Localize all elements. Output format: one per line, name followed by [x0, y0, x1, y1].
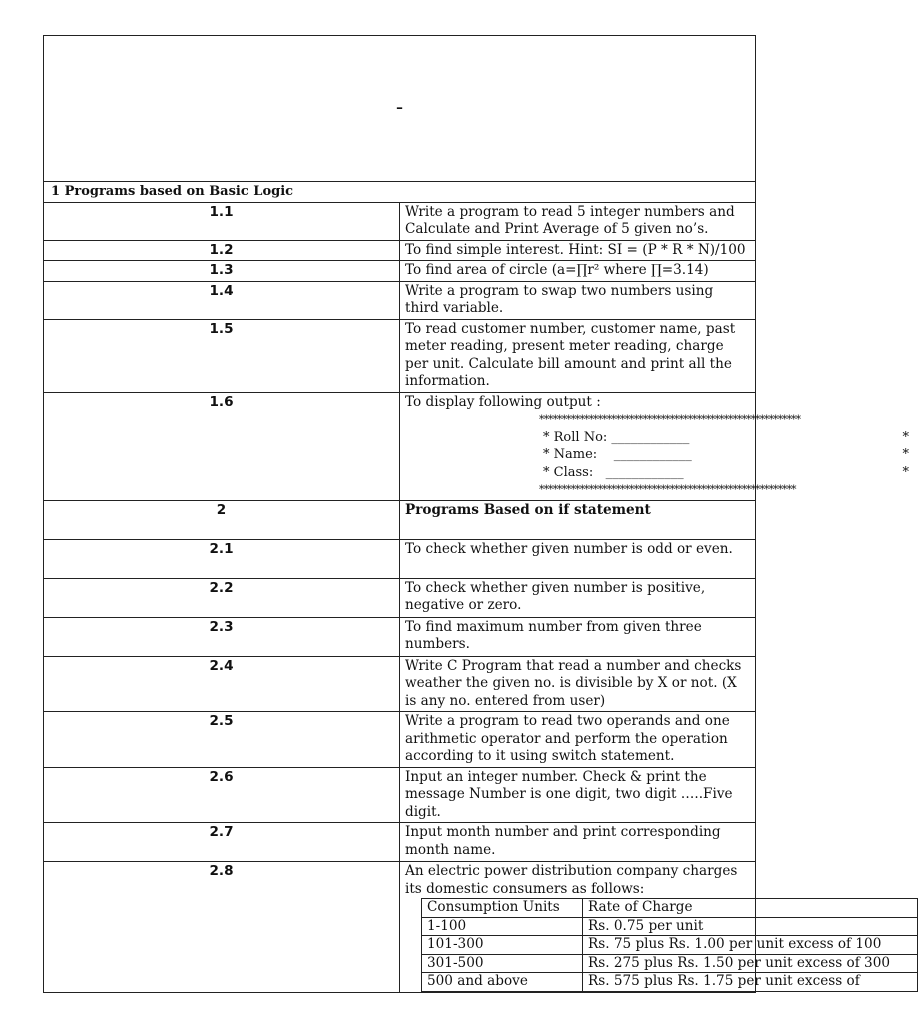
item-number: 2.8 — [44, 862, 400, 993]
charge-units: 500 and above — [422, 973, 583, 992]
pattern-stars-top: ********************************************************** — [539, 413, 800, 426]
pattern-name: * Name: ____________ — [543, 447, 692, 462]
header-row — [44, 36, 756, 182]
table-row — [44, 319, 756, 392]
charge-header-units: Consumption Units — [422, 899, 583, 918]
table-row — [44, 862, 756, 993]
charge-row — [422, 936, 918, 955]
pattern-end: * — [902, 429, 909, 445]
item-text: Input an integer number. Check & print the message Number is one digit, two digit …..Five digit. — [400, 767, 756, 823]
item-cell-charges — [400, 862, 890, 993]
pattern-class-line — [539, 464, 909, 482]
table-row — [44, 656, 756, 712]
charge-units: 1-100 — [422, 917, 583, 936]
charge-rate: Rs. 575 plus Rs. 1.75 per unit excess of — [583, 973, 918, 992]
table-row — [44, 261, 756, 282]
pattern-name-line — [539, 446, 909, 464]
pattern-stars-bottom: ********************************************************* — [539, 483, 796, 496]
table-row — [44, 240, 756, 261]
table-row — [44, 712, 756, 768]
section-2-number: 2 — [44, 500, 400, 539]
item-number: 2.7 — [44, 823, 400, 862]
table-row — [44, 392, 756, 500]
item-number: 1.4 — [44, 281, 400, 319]
item-text: Write a program to read two operands and one arithmetic operator and perform the operation according to it using switch statement. — [400, 712, 756, 768]
output-pattern — [405, 411, 909, 499]
item-number: 1.5 — [44, 319, 400, 392]
item-text: Input month number and print corresponding month name. — [400, 823, 756, 862]
item-text: Write C Program that read a number and checks weather the given no. is divisible by X or not. (X is any no. entered from user) — [400, 656, 756, 712]
item-number: 2.4 — [44, 656, 400, 712]
program-list-table — [43, 35, 909, 993]
table-row — [44, 578, 756, 617]
charge-row — [422, 917, 918, 936]
table-row — [44, 823, 756, 862]
table-row — [44, 539, 756, 578]
charge-rate: Rs. 75 plus Rs. 1.00 per unit excess of 100 — [583, 936, 918, 955]
item-text: To find area of circle (a=∏r² where ∏=3.14) — [400, 261, 756, 282]
table-row — [44, 767, 756, 823]
item-number: 2.6 — [44, 767, 400, 823]
item-text: To read customer number, customer name, past meter reading, present meter reading, charge per unit. Calculate bill amount and print all the information. — [400, 319, 756, 392]
item-text: To find maximum number from given three numbers. — [400, 617, 756, 656]
item-text: To check whether given number is odd or even. — [400, 539, 756, 578]
pattern-end: * — [902, 464, 909, 480]
item-number: 1.1 — [44, 202, 400, 240]
item-text: To display following output : — [405, 393, 601, 410]
charge-header-row — [422, 899, 918, 918]
charge-row — [422, 973, 918, 992]
charge-table — [421, 898, 918, 992]
item-number: 2.3 — [44, 617, 400, 656]
charge-units: 301-500 — [422, 954, 583, 973]
pattern-roll: * Roll No: ____________ — [543, 429, 690, 445]
item-text: Write a program to read 5 integer numbers and Calculate and Print Average of 5 given no’s. — [400, 202, 756, 240]
pattern-end: * — [902, 447, 909, 462]
charge-header-rate: Rate of Charge — [583, 899, 918, 918]
pattern-roll-line — [539, 429, 909, 447]
item-cell-pattern — [400, 392, 909, 500]
item-text: An electric power distribution company charges its domestic consumers as follows: — [405, 863, 738, 897]
item-text: To check whether given number is positive, negative or zero. — [400, 578, 756, 617]
table-row — [44, 617, 756, 656]
item-number: 2.1 — [44, 539, 400, 578]
syllabus-page — [43, 35, 909, 993]
table-row — [44, 281, 756, 319]
item-number: 1.6 — [44, 392, 400, 500]
charge-row — [422, 954, 918, 973]
charge-rate: Rs. 0.75 per unit — [583, 917, 918, 936]
header-mark: – — [44, 36, 756, 182]
section-1-title-row — [44, 182, 756, 203]
item-text: To find simple interest. Hint: SI = (P * R * N)/100 — [400, 240, 756, 261]
table-row — [44, 202, 756, 240]
pattern-class: * Class: ____________ — [543, 464, 684, 480]
item-number: 1.3 — [44, 261, 400, 282]
section-1-title: 1 Programs based on Basic Logic — [44, 182, 756, 203]
section-2-title: Programs Based on if statement — [400, 500, 756, 539]
item-number: 2.5 — [44, 712, 400, 768]
item-text: Write a program to swap two numbers using third variable. — [400, 281, 756, 319]
section-2-title-row — [44, 500, 756, 539]
charge-units: 101-300 — [422, 936, 583, 955]
item-number: 2.2 — [44, 578, 400, 617]
item-number: 1.2 — [44, 240, 400, 261]
charge-rate: Rs. 275 plus Rs. 1.50 per unit excess of 300 — [583, 954, 918, 973]
